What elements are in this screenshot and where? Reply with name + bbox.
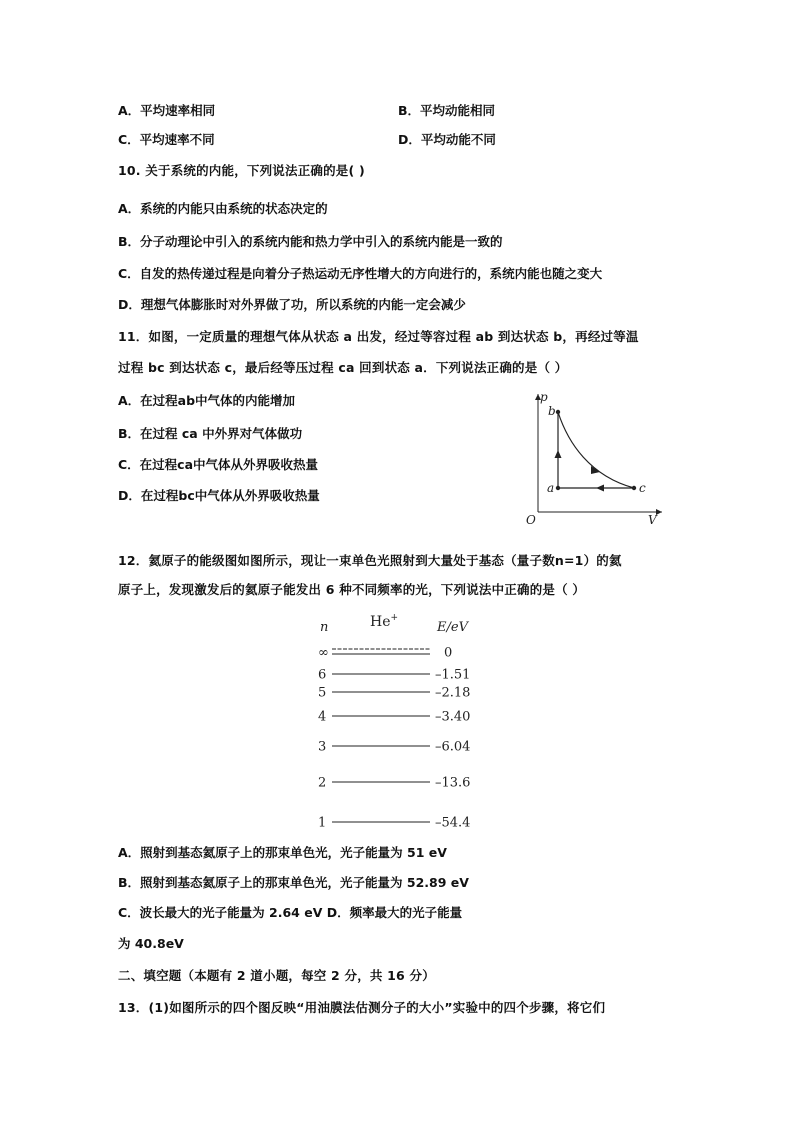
q12-stem-line1: 12．氦原子的能级图如图所示，现让一束单色光照射到大量处于基态（量子数n=1）的氦 — [118, 553, 622, 568]
q9-option-b: B．平均动能相同 — [398, 103, 496, 118]
level-energy-label: –2.18 — [435, 685, 471, 701]
q12-option-a: A．照射到基态氦原子上的那束单色光，光子能量为 51 eV — [118, 845, 447, 860]
energy-unit-label: E/eV — [437, 620, 468, 635]
level-n-label: ∞ — [318, 645, 329, 661]
q13-stem-line1: 13．(1)如图所示的四个图反映“用油膜法估测分子的大小”实验中的四个步骤，将它们 — [118, 1000, 606, 1015]
level-energy-label: –6.04 — [435, 739, 471, 755]
level-n-label: 5 — [318, 685, 327, 701]
level-n-label: 2 — [318, 775, 327, 791]
q9-option-a: A．平均速率相同 — [118, 103, 216, 118]
energy-column-label — [436, 620, 470, 635]
q10-option-b: B．分子动理论中引入的系统内能和热力学中引入的系统内能是一致的 — [118, 234, 503, 249]
level-energy-label: –3.40 — [435, 709, 471, 725]
point-a-label: a — [547, 481, 555, 495]
q11-option-d: D．在过程bc中气体从外界吸收热量 — [118, 488, 320, 503]
section2-heading: 二、填空题（本题有 2 道小题，每空 2 分，共 16 分） — [118, 968, 435, 983]
level-n-label: 3 — [318, 739, 327, 755]
process-ab-arrow — [555, 450, 562, 458]
q10-option-d: D．理想气体膨胀时对外界做了功，所以系统的内能一定会减少 — [118, 297, 466, 312]
species-symbol: He — [370, 614, 391, 630]
point-c-label: c — [639, 481, 646, 495]
origin-label: O — [526, 513, 536, 527]
q11-option-b: B．在过程 ca 中外界对气体做功 — [118, 426, 303, 441]
process-bc — [558, 412, 634, 488]
level-energy-label: –1.51 — [435, 667, 471, 683]
point-a-dot — [556, 486, 560, 490]
q10-option-a: A．系统的内能只由系统的状态决定的 — [118, 201, 328, 216]
energy-level-diagram — [300, 608, 500, 838]
process-bc-arrow — [591, 466, 600, 474]
axis-p-label: p — [540, 390, 548, 404]
q12-option-c: C．波长最大的光子能量为 2.64 eV D．频率最大的光子能量 — [118, 905, 463, 920]
q11-option-a: A．在过程ab中气体的内能增加 — [118, 393, 296, 408]
q10-stem: 10. 关于系统的内能，下列说法正确的是( ) — [118, 163, 365, 178]
n-column-label: n — [320, 620, 329, 635]
level-energy-label: –54.4 — [435, 815, 471, 831]
point-c-dot — [632, 486, 636, 490]
point-b-dot — [556, 410, 560, 414]
species-charge: + — [390, 613, 399, 623]
level-n-label: 1 — [318, 815, 327, 831]
q10-option-c: C．自发的热传递过程是向着分子热运动无序性增大的方向进行的，系统内能也随之变大 — [118, 266, 603, 281]
level-n-label: 4 — [318, 709, 327, 725]
q9-option-d: D．平均动能不同 — [398, 132, 496, 147]
level-n-label: 6 — [318, 667, 327, 683]
level-energy-label: –13.6 — [435, 775, 471, 791]
levels-group — [318, 646, 470, 831]
q11-stem-line2: 过程 bc 到达状态 c，最后经等压过程 ca 回到状态 a．下列说法正确的是（ ） — [118, 360, 568, 375]
q12-option-d-continued: 为 40.8eV — [118, 936, 184, 951]
q12-option-b: B．照射到基态氦原子上的那束单色光，光子能量为 52.89 eV — [118, 875, 469, 890]
process-ca-arrow — [596, 485, 604, 492]
point-b-label: b — [548, 404, 556, 418]
species-label — [370, 613, 398, 630]
level-energy-label: 0 — [444, 645, 453, 661]
pv-graph — [520, 388, 670, 530]
q11-option-c: C．在过程ca中气体从外界吸收热量 — [118, 457, 319, 472]
axis-v-label: V — [648, 513, 657, 527]
q11-stem-line1: 11．如图，一定质量的理想气体从状态 a 出发，经过等容过程 ab 到达状态 b，再经过等温 — [118, 329, 639, 344]
q9-option-c: C．平均速率不同 — [118, 132, 215, 147]
q12-stem-line2: 原子上，发现激发后的氦原子能发出 6 种不同频率的光，下列说法中正确的是（ ） — [118, 582, 586, 597]
